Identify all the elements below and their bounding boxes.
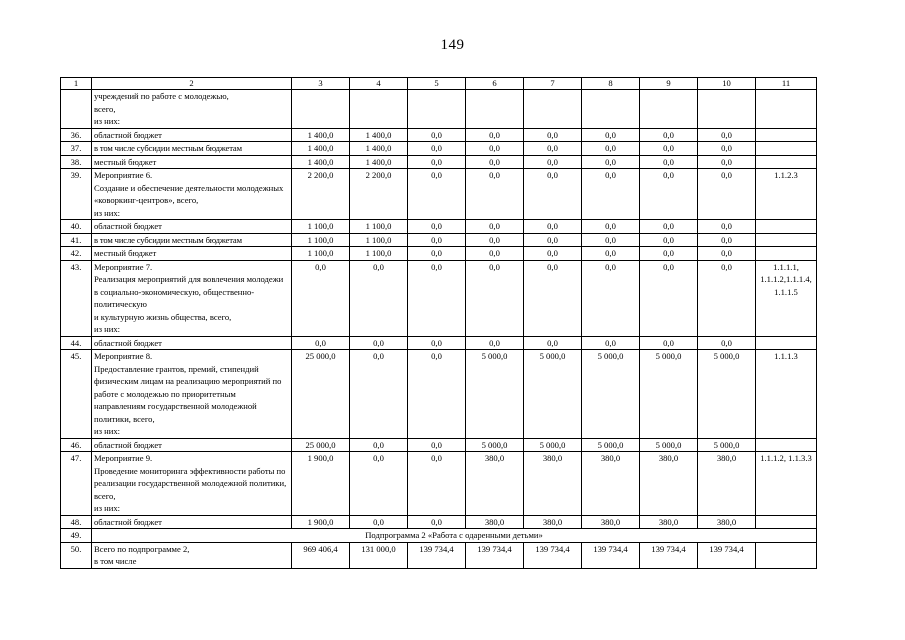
table-row bbox=[61, 247, 817, 261]
row-name: Мероприятие 6. Создание и обеспечение деятельности молодежных «коворкинг-центров», всего, из них: bbox=[92, 169, 292, 220]
value-cell: 0,0 bbox=[582, 233, 640, 247]
value-cell: 0,0 bbox=[524, 336, 582, 350]
subprogram-header-row bbox=[61, 529, 817, 543]
value-cell: 0,0 bbox=[640, 336, 698, 350]
value-cell: 0,0 bbox=[408, 169, 466, 220]
value-cell: 139 734,4 bbox=[582, 542, 640, 568]
column-header: 9 bbox=[640, 78, 698, 90]
value-cell: 5 000,0 bbox=[582, 438, 640, 452]
value-cell: 0,0 bbox=[408, 247, 466, 261]
row-name: областной бюджет bbox=[92, 220, 292, 234]
table-row bbox=[61, 142, 817, 156]
value-cell: 0,0 bbox=[698, 142, 756, 156]
value-cell: 0,0 bbox=[640, 260, 698, 336]
value-cell: 0,0 bbox=[524, 233, 582, 247]
value-cell: 1 400,0 bbox=[350, 142, 408, 156]
value-cell: 380,0 bbox=[698, 515, 756, 529]
value-cell: 1 100,0 bbox=[350, 247, 408, 261]
target-indicator-cell bbox=[756, 90, 817, 129]
target-indicator-cell: 1.1.1.2, 1.1.3.3 bbox=[756, 452, 817, 516]
column-header: 1 bbox=[61, 78, 92, 90]
value-cell: 0,0 bbox=[640, 128, 698, 142]
target-indicator-cell bbox=[756, 336, 817, 350]
column-header: 2 bbox=[92, 78, 292, 90]
row-name: Мероприятие 9. Проведение мониторинга эффективности работы по реализации государственной молодежной политики, всего, из них: bbox=[92, 452, 292, 516]
row-number: 46. bbox=[61, 438, 92, 452]
value-cell: 0,0 bbox=[640, 233, 698, 247]
row-name: Всего по подпрограмме 2, в том числе bbox=[92, 542, 292, 568]
value-cell: 0,0 bbox=[466, 155, 524, 169]
value-cell: 5 000,0 bbox=[698, 350, 756, 439]
table-row bbox=[61, 233, 817, 247]
table-row bbox=[61, 220, 817, 234]
row-number: 48. bbox=[61, 515, 92, 529]
value-cell: 5 000,0 bbox=[466, 350, 524, 439]
value-cell: 0,0 bbox=[582, 247, 640, 261]
value-cell: 1 100,0 bbox=[350, 220, 408, 234]
value-cell: 1 400,0 bbox=[350, 128, 408, 142]
column-header: 6 bbox=[466, 78, 524, 90]
value-cell: 0,0 bbox=[408, 515, 466, 529]
target-indicator-cell bbox=[756, 233, 817, 247]
value-cell: 0,0 bbox=[350, 452, 408, 516]
column-number-row bbox=[61, 78, 817, 90]
value-cell: 0,0 bbox=[408, 128, 466, 142]
value-cell: 131 000,0 bbox=[350, 542, 408, 568]
value-cell: 0,0 bbox=[582, 336, 640, 350]
value-cell: 0,0 bbox=[582, 220, 640, 234]
value-cell: 0,0 bbox=[408, 260, 466, 336]
value-cell: 380,0 bbox=[466, 452, 524, 516]
value-cell: 0,0 bbox=[350, 350, 408, 439]
row-number bbox=[61, 90, 92, 129]
table-row bbox=[61, 438, 817, 452]
row-number: 44. bbox=[61, 336, 92, 350]
target-indicator-cell: 1.1.1.3 bbox=[756, 350, 817, 439]
row-name: Мероприятие 8. Предоставление грантов, премий, стипендий физическим лицам на реализацию мероприятий по работе с молодежью по приоритетным направлениям государственной молодежной политики, всего, из них: bbox=[92, 350, 292, 439]
value-cell bbox=[640, 90, 698, 129]
value-cell: 0,0 bbox=[350, 336, 408, 350]
value-cell: 0,0 bbox=[698, 155, 756, 169]
value-cell: 1 100,0 bbox=[292, 233, 350, 247]
value-cell: 0,0 bbox=[466, 142, 524, 156]
value-cell: 380,0 bbox=[582, 515, 640, 529]
value-cell: 0,0 bbox=[408, 452, 466, 516]
value-cell: 5 000,0 bbox=[524, 438, 582, 452]
value-cell: 0,0 bbox=[350, 260, 408, 336]
row-number: 37. bbox=[61, 142, 92, 156]
row-number: 36. bbox=[61, 128, 92, 142]
value-cell: 0,0 bbox=[698, 233, 756, 247]
value-cell: 969 406,4 bbox=[292, 542, 350, 568]
target-indicator-cell: 1.1.2.3 bbox=[756, 169, 817, 220]
value-cell: 380,0 bbox=[698, 452, 756, 516]
value-cell bbox=[350, 90, 408, 129]
target-indicator-cell: 1.1.1.1, 1.1.1.2,1.1.1.4, 1.1.1.5 bbox=[756, 260, 817, 336]
value-cell: 380,0 bbox=[466, 515, 524, 529]
value-cell: 0,0 bbox=[466, 336, 524, 350]
value-cell: 380,0 bbox=[582, 452, 640, 516]
value-cell: 0,0 bbox=[640, 142, 698, 156]
row-name: областной бюджет bbox=[92, 515, 292, 529]
row-number: 45. bbox=[61, 350, 92, 439]
row-name: учреждений по работе с молодежью, всего, из них: bbox=[92, 90, 292, 129]
value-cell: 0,0 bbox=[466, 220, 524, 234]
table-row bbox=[61, 350, 817, 439]
value-cell: 0,0 bbox=[582, 142, 640, 156]
row-number: 39. bbox=[61, 169, 92, 220]
column-header: 3 bbox=[292, 78, 350, 90]
value-cell bbox=[698, 90, 756, 129]
value-cell: 0,0 bbox=[350, 438, 408, 452]
table-row bbox=[61, 128, 817, 142]
value-cell: 0,0 bbox=[698, 247, 756, 261]
table-row bbox=[61, 515, 817, 529]
value-cell: 0,0 bbox=[698, 128, 756, 142]
value-cell: 0,0 bbox=[408, 350, 466, 439]
value-cell: 1 400,0 bbox=[350, 155, 408, 169]
value-cell: 0,0 bbox=[524, 155, 582, 169]
table-row bbox=[61, 542, 817, 568]
value-cell: 1 100,0 bbox=[292, 220, 350, 234]
value-cell: 0,0 bbox=[524, 220, 582, 234]
value-cell: 0,0 bbox=[698, 260, 756, 336]
target-indicator-cell bbox=[756, 247, 817, 261]
value-cell: 0,0 bbox=[292, 336, 350, 350]
value-cell: 380,0 bbox=[524, 452, 582, 516]
value-cell: 0,0 bbox=[640, 247, 698, 261]
value-cell: 0,0 bbox=[466, 233, 524, 247]
value-cell: 0,0 bbox=[640, 169, 698, 220]
value-cell: 139 734,4 bbox=[524, 542, 582, 568]
value-cell bbox=[292, 90, 350, 129]
value-cell: 0,0 bbox=[698, 220, 756, 234]
value-cell: 0,0 bbox=[292, 260, 350, 336]
column-header: 11 bbox=[756, 78, 817, 90]
value-cell: 1 900,0 bbox=[292, 515, 350, 529]
row-number: 47. bbox=[61, 452, 92, 516]
value-cell: 0,0 bbox=[466, 169, 524, 220]
table-row bbox=[61, 90, 817, 129]
row-number: 42. bbox=[61, 247, 92, 261]
value-cell: 0,0 bbox=[582, 260, 640, 336]
row-name: в том числе субсидии местным бюджетам bbox=[92, 233, 292, 247]
value-cell: 2 200,0 bbox=[292, 169, 350, 220]
row-number: 49. bbox=[61, 529, 92, 543]
table-row bbox=[61, 169, 817, 220]
row-name: Мероприятие 7. Реализация мероприятий для вовлечения молодежи в социально-экономическую, общественно-политическую и культурную жизнь общества, всего, из них: bbox=[92, 260, 292, 336]
target-indicator-cell bbox=[756, 515, 817, 529]
value-cell: 25 000,0 bbox=[292, 438, 350, 452]
column-header: 5 bbox=[408, 78, 466, 90]
value-cell: 380,0 bbox=[524, 515, 582, 529]
column-header: 7 bbox=[524, 78, 582, 90]
budget-table bbox=[60, 77, 817, 569]
value-cell: 0,0 bbox=[350, 515, 408, 529]
value-cell: 5 000,0 bbox=[640, 438, 698, 452]
value-cell: 0,0 bbox=[408, 142, 466, 156]
value-cell: 0,0 bbox=[524, 142, 582, 156]
row-number: 50. bbox=[61, 542, 92, 568]
value-cell: 0,0 bbox=[524, 247, 582, 261]
row-number: 43. bbox=[61, 260, 92, 336]
row-name: местный бюджет bbox=[92, 155, 292, 169]
page-number: 149 bbox=[440, 37, 465, 53]
value-cell: 139 734,4 bbox=[698, 542, 756, 568]
target-indicator-cell bbox=[756, 155, 817, 169]
target-indicator-cell bbox=[756, 142, 817, 156]
value-cell: 0,0 bbox=[698, 336, 756, 350]
value-cell bbox=[582, 90, 640, 129]
row-name: областной бюджет bbox=[92, 336, 292, 350]
value-cell: 0,0 bbox=[640, 220, 698, 234]
value-cell bbox=[524, 90, 582, 129]
value-cell: 380,0 bbox=[640, 515, 698, 529]
value-cell: 0,0 bbox=[582, 169, 640, 220]
value-cell: 1 100,0 bbox=[350, 233, 408, 247]
value-cell: 1 900,0 bbox=[292, 452, 350, 516]
column-header: 4 bbox=[350, 78, 408, 90]
row-name: областной бюджет bbox=[92, 438, 292, 452]
value-cell: 0,0 bbox=[640, 155, 698, 169]
value-cell: 5 000,0 bbox=[582, 350, 640, 439]
row-number: 38. bbox=[61, 155, 92, 169]
value-cell: 139 734,4 bbox=[640, 542, 698, 568]
value-cell: 0,0 bbox=[524, 169, 582, 220]
value-cell: 380,0 bbox=[640, 452, 698, 516]
value-cell: 5 000,0 bbox=[524, 350, 582, 439]
value-cell: 0,0 bbox=[408, 220, 466, 234]
row-name: областной бюджет bbox=[92, 128, 292, 142]
value-cell: 0,0 bbox=[408, 155, 466, 169]
row-number: 40. bbox=[61, 220, 92, 234]
subprogram-title: Подпрограмма 2 «Работа с одаренными детьми» bbox=[92, 529, 817, 543]
value-cell bbox=[466, 90, 524, 129]
target-indicator-cell bbox=[756, 128, 817, 142]
value-cell bbox=[408, 90, 466, 129]
value-cell: 0,0 bbox=[408, 233, 466, 247]
value-cell: 0,0 bbox=[582, 155, 640, 169]
column-header: 8 bbox=[582, 78, 640, 90]
value-cell: 0,0 bbox=[466, 128, 524, 142]
table-row bbox=[61, 452, 817, 516]
value-cell: 0,0 bbox=[698, 169, 756, 220]
target-indicator-cell bbox=[756, 220, 817, 234]
target-indicator-cell bbox=[756, 438, 817, 452]
value-cell: 0,0 bbox=[524, 128, 582, 142]
value-cell: 139 734,4 bbox=[408, 542, 466, 568]
value-cell: 139 734,4 bbox=[466, 542, 524, 568]
value-cell: 2 200,0 bbox=[350, 169, 408, 220]
value-cell: 5 000,0 bbox=[698, 438, 756, 452]
row-number: 41. bbox=[61, 233, 92, 247]
value-cell: 1 400,0 bbox=[292, 155, 350, 169]
value-cell: 0,0 bbox=[582, 128, 640, 142]
value-cell: 1 400,0 bbox=[292, 142, 350, 156]
value-cell: 1 100,0 bbox=[292, 247, 350, 261]
value-cell: 0,0 bbox=[408, 438, 466, 452]
table-row bbox=[61, 336, 817, 350]
column-header: 10 bbox=[698, 78, 756, 90]
row-name: в том числе субсидии местным бюджетам bbox=[92, 142, 292, 156]
value-cell: 0,0 bbox=[408, 336, 466, 350]
value-cell: 0,0 bbox=[466, 247, 524, 261]
value-cell: 0,0 bbox=[524, 260, 582, 336]
value-cell: 5 000,0 bbox=[466, 438, 524, 452]
target-indicator-cell bbox=[756, 542, 817, 568]
table-row bbox=[61, 260, 817, 336]
value-cell: 25 000,0 bbox=[292, 350, 350, 439]
row-name: местный бюджет bbox=[92, 247, 292, 261]
value-cell: 5 000,0 bbox=[640, 350, 698, 439]
table-row bbox=[61, 155, 817, 169]
value-cell: 1 400,0 bbox=[292, 128, 350, 142]
value-cell: 0,0 bbox=[466, 260, 524, 336]
